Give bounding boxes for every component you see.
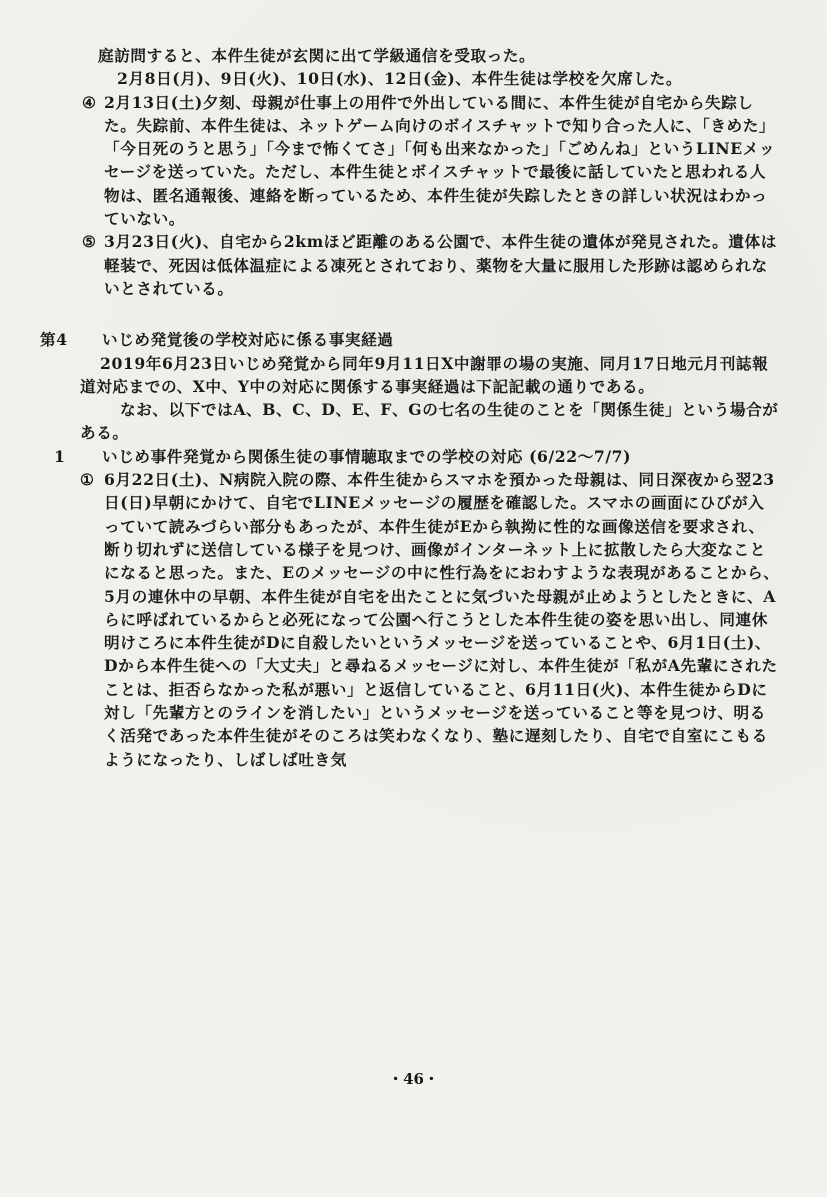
item-marker: ⑤ bbox=[82, 232, 97, 252]
numbered-item-1 bbox=[40, 468, 780, 771]
item-marker: ④ bbox=[82, 92, 97, 112]
subsection-heading-1 bbox=[40, 445, 780, 468]
text-paragraph: なお、以下ではA、B、C、D、E、F、Gの七名の生徒のことを「関係生徒」という場合がある。 bbox=[80, 400, 779, 443]
numbered-item-5 bbox=[40, 230, 780, 300]
text-paragraph: 2月8日(月)、9日(火)、10日(水)、12日(金)、本件生徒は学校を欠席した。 bbox=[117, 69, 683, 89]
item-text: 6月22日(土)、N病院入院の際、本件生徒からスマホを預かった母親は、同日深夜から翌23日(日)早朝にかけて、自宅でLINEメッセージの履歴を確認した。スマホの画面にひびが入っていて読みづらい部分もあったが、本件生徒がEから執拗に性的な画像送信を要求され、断り切れずに送信している様子を見つけ、画像がインターネット上に拡散したら大変なことになると思った。また、Eのメッセージの中に性行為をにおわすような表現があることから、5月の連休中の早朝、本件生徒が自宅を出たことに気づいた母親が止めようとしたときに、Aらに呼ばれているからと必死になって公園へ行こうとした本件生徒の姿を思い出し、同連休明けころに本件生徒がDに自殺したいというメッセージを送っていることや、6月1日(土)、Dから本件生徒への「大丈夫」と尋ねるメッセージに対し、本件生徒が「私がA先輩にされたことは、拒否らなかった私が悪い」と返信していること、6月11日(火)、本件生徒からDに対し「先輩方とのラインを消したい」というメッセージを送っていること等を見つけ、明るく活発であった本件生徒がそのころは笑わなくなり、塾に遅刻したり、自宅で自室にこもるようになったり、しばしば吐き気 bbox=[104, 470, 780, 769]
section-title: いじめ発覚後の学校対応に係る事実経過 bbox=[102, 330, 394, 350]
item-marker: ① bbox=[80, 470, 95, 490]
item-text: 3月23日(火)、自宅から2kmほど距離のある公園で、本件生徒の遺体が発見された。遺体は軽装で、死因は低体温症による凍死とされており、薬物を大量に服用した形跡は認められないとされている。 bbox=[104, 232, 777, 298]
document-body bbox=[40, 44, 780, 771]
item-text: 2月13日(土)夕刻、母親が仕事上の用件で外出している間に、本件生徒が自宅から失踪した。失踪前、本件生徒は、ネットゲーム向けのボイスチャットで知り合った人に、「きめた」「今日死のうと思う」「今まで怖くてさ」「何も出来なかった」「ごめんね」というLINEメッセージを送っていた。ただし、本件生徒とボイスチャットで最後に話していたと思われる人物は、匿名通報後、連絡を断っているため、本件生徒が失踪したときの詳しい状況はわかっていない。 bbox=[104, 92, 776, 229]
section-heading-4 bbox=[40, 328, 780, 351]
text-line: 庭訪問すると、本件生徒が玄関に出て学級通信を受取った。 bbox=[98, 46, 536, 65]
page-number: ・46・ bbox=[388, 1070, 439, 1088]
section-number: 第4 bbox=[40, 330, 68, 350]
numbered-item-4 bbox=[40, 91, 780, 231]
subsection-title: いじめ事件発覚から関係生徒の事情聴取までの学校の対応 (6/22〜7/7) bbox=[102, 446, 632, 466]
text-paragraph: 2019年6月23日いじめ発覚から同年9月11日X中謝罪の場の実施、同月17日地元月刊誌報道対応までの、X中、Y中の対応に関係する事実経過は下記記載の通りである。 bbox=[80, 353, 769, 396]
subsection-number: 1 bbox=[54, 446, 66, 466]
